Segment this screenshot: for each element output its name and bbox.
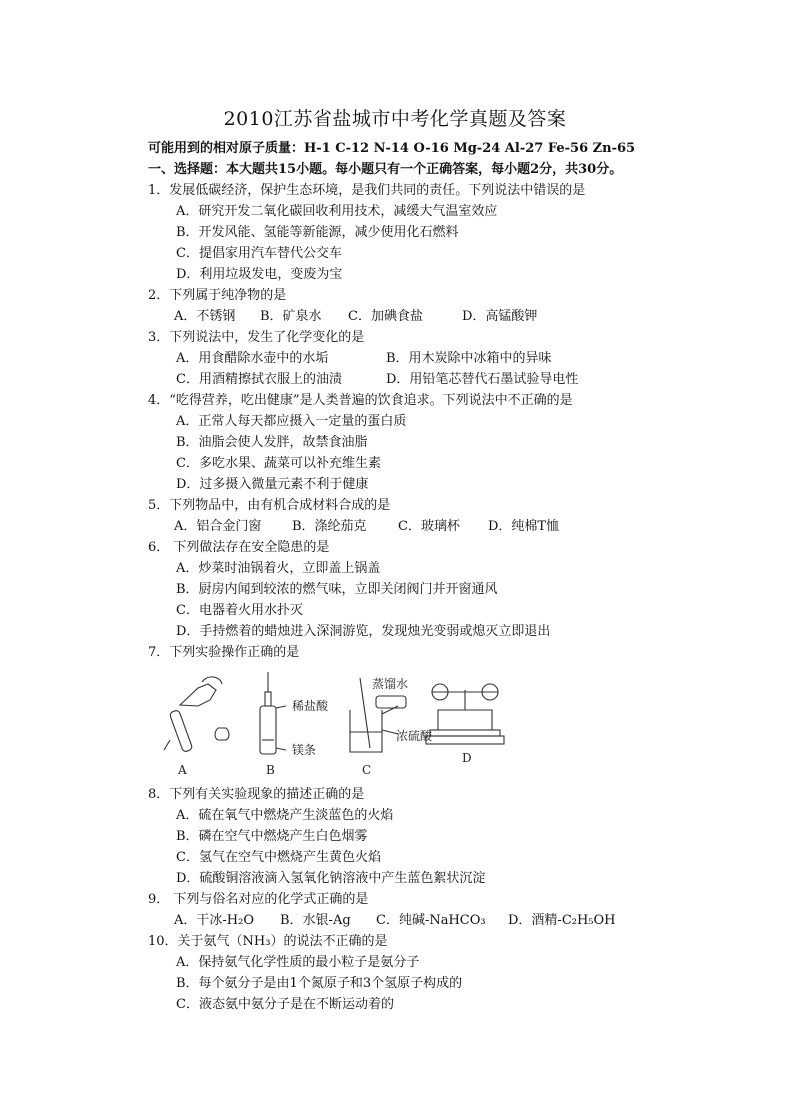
option: A．硫在氧气中燃烧产生淡蓝色的火焰: [176, 808, 394, 823]
option: D．手持燃着的蜡烛进入深洞游览，发现烛光变弱或熄灭立即退出: [176, 624, 551, 639]
option: A．用食醋除水壶中的水垢: [176, 351, 329, 366]
figure-text: 蒸馏水: [372, 677, 409, 691]
option: A．保持氨气化学性质的最小粒子是氨分子: [176, 955, 420, 970]
question-stem: 5．下列物品中，由有机合成材料合成的是: [148, 498, 391, 513]
question-stem: 10．关于氨气（NH₃）的说法不正确的是: [148, 934, 388, 949]
option: A．研究开发二氧化碳回收利用技术，减缓大气温室效应: [176, 204, 498, 219]
option: B．用木炭除中冰箱中的异味: [386, 351, 552, 366]
question-stem: 8．下列有关实验现象的描述正确的是: [148, 787, 365, 802]
question-stem: 6． 下列做法存在安全隐患的是: [148, 540, 330, 555]
option: B．厨房内闻到较浓的燃气味，立即关闭阀门并开窗通风: [176, 582, 498, 597]
option: B．水银-Ag: [280, 913, 351, 928]
question-stem: 7．下列实验操作正确的是: [148, 645, 300, 660]
figure-text: 镁条: [292, 743, 317, 757]
option: B．开发风能、氢能等新能源，减少使用化石燃料: [176, 225, 459, 240]
option: C．加碘食盐: [348, 309, 423, 324]
figure-label: D: [462, 751, 472, 765]
option: C．玻璃杯: [398, 519, 460, 534]
figure-label: A: [178, 763, 187, 777]
question-stem: 9． 下列与俗名对应的化学式正确的是: [148, 892, 369, 907]
option: D．用铅笔芯替代石墨试验导电性: [386, 372, 579, 387]
option: D．过多摄入微量元素不利于健康: [176, 477, 369, 492]
section-header: 一、选择题：本大题共15小题。每小题只有一个正确答案，每小题2分，共30分。: [148, 162, 623, 177]
question-stem: 4．“吃得营养，吃出健康”是人类普遍的饮食追求。下列说法中不正确的是: [148, 393, 573, 408]
option: B．涤纶茄克: [292, 519, 367, 534]
option: D．纯棉T恤: [488, 519, 560, 534]
option: C．提倡家用汽车替代公交车: [176, 246, 342, 261]
option: D．高锰酸钾: [462, 309, 538, 324]
option: D．硫酸铜溶液滴入氢氧化钠溶液中产生蓝色絮状沉淀: [176, 871, 486, 886]
option: C．氢气在空气中燃烧产生黄色火焰: [176, 850, 381, 865]
option: A．炒菜时油锅着火，立即盖上锅盖: [176, 561, 381, 576]
question-stem: 3．下列说法中，发生了化学变化的是: [148, 330, 365, 345]
atomic-masses: 可能用到的相对原子质量：H-1 C-12 N-14 O-16 Mg-24 Al-27 Fe-56 Zn-65: [148, 141, 636, 156]
hand-icon: [180, 684, 216, 706]
page-title: 2010江苏省盐城市中考化学真题及答案: [223, 108, 567, 130]
option: C．用酒精擦拭衣服上的油渍: [176, 372, 342, 387]
option: B．油脂会使人发胖，故禁食油脂: [176, 435, 368, 450]
stopper-icon: [215, 728, 229, 740]
option: B．磷在空气中燃烧产生白色烟雾: [176, 829, 368, 844]
option: B．矿泉水: [260, 309, 322, 324]
lab-operations-figure: [150, 670, 510, 780]
option: A．干冰-H₂O: [174, 913, 254, 928]
figure-text: 浓硫酸: [396, 729, 433, 743]
option: A．正常人每天都应摄入一定量的蛋白质: [176, 414, 407, 429]
option: D．酒精-C₂H₅OH: [508, 913, 616, 928]
option: A．铝合金门窗: [174, 519, 262, 534]
option: C．液态氨中氨分子是在不断运动着的: [176, 997, 394, 1012]
option: D．利用垃圾发电，变废为宝: [176, 267, 343, 282]
question-stem: 2．下列属于纯净物的是: [148, 288, 287, 303]
figure-label: B: [266, 763, 275, 777]
option: C．纯碱-NaHCO₃: [376, 913, 486, 928]
question-stem: 1．发展低碳经济，保护生态环境，是我们共同的责任。下列说法中错误的是: [148, 183, 586, 198]
figure-label: C: [362, 763, 372, 777]
option: B．每个氨分子是由1个氮原子和3个氢原子构成的: [176, 976, 463, 991]
option: A．不锈钢: [174, 309, 236, 324]
option: C．多吃水果、蔬菜可以补充维生素: [176, 456, 381, 471]
figure-text: 稀盐酸: [292, 699, 329, 713]
option: C．电器着火用水扑灭: [176, 603, 303, 618]
